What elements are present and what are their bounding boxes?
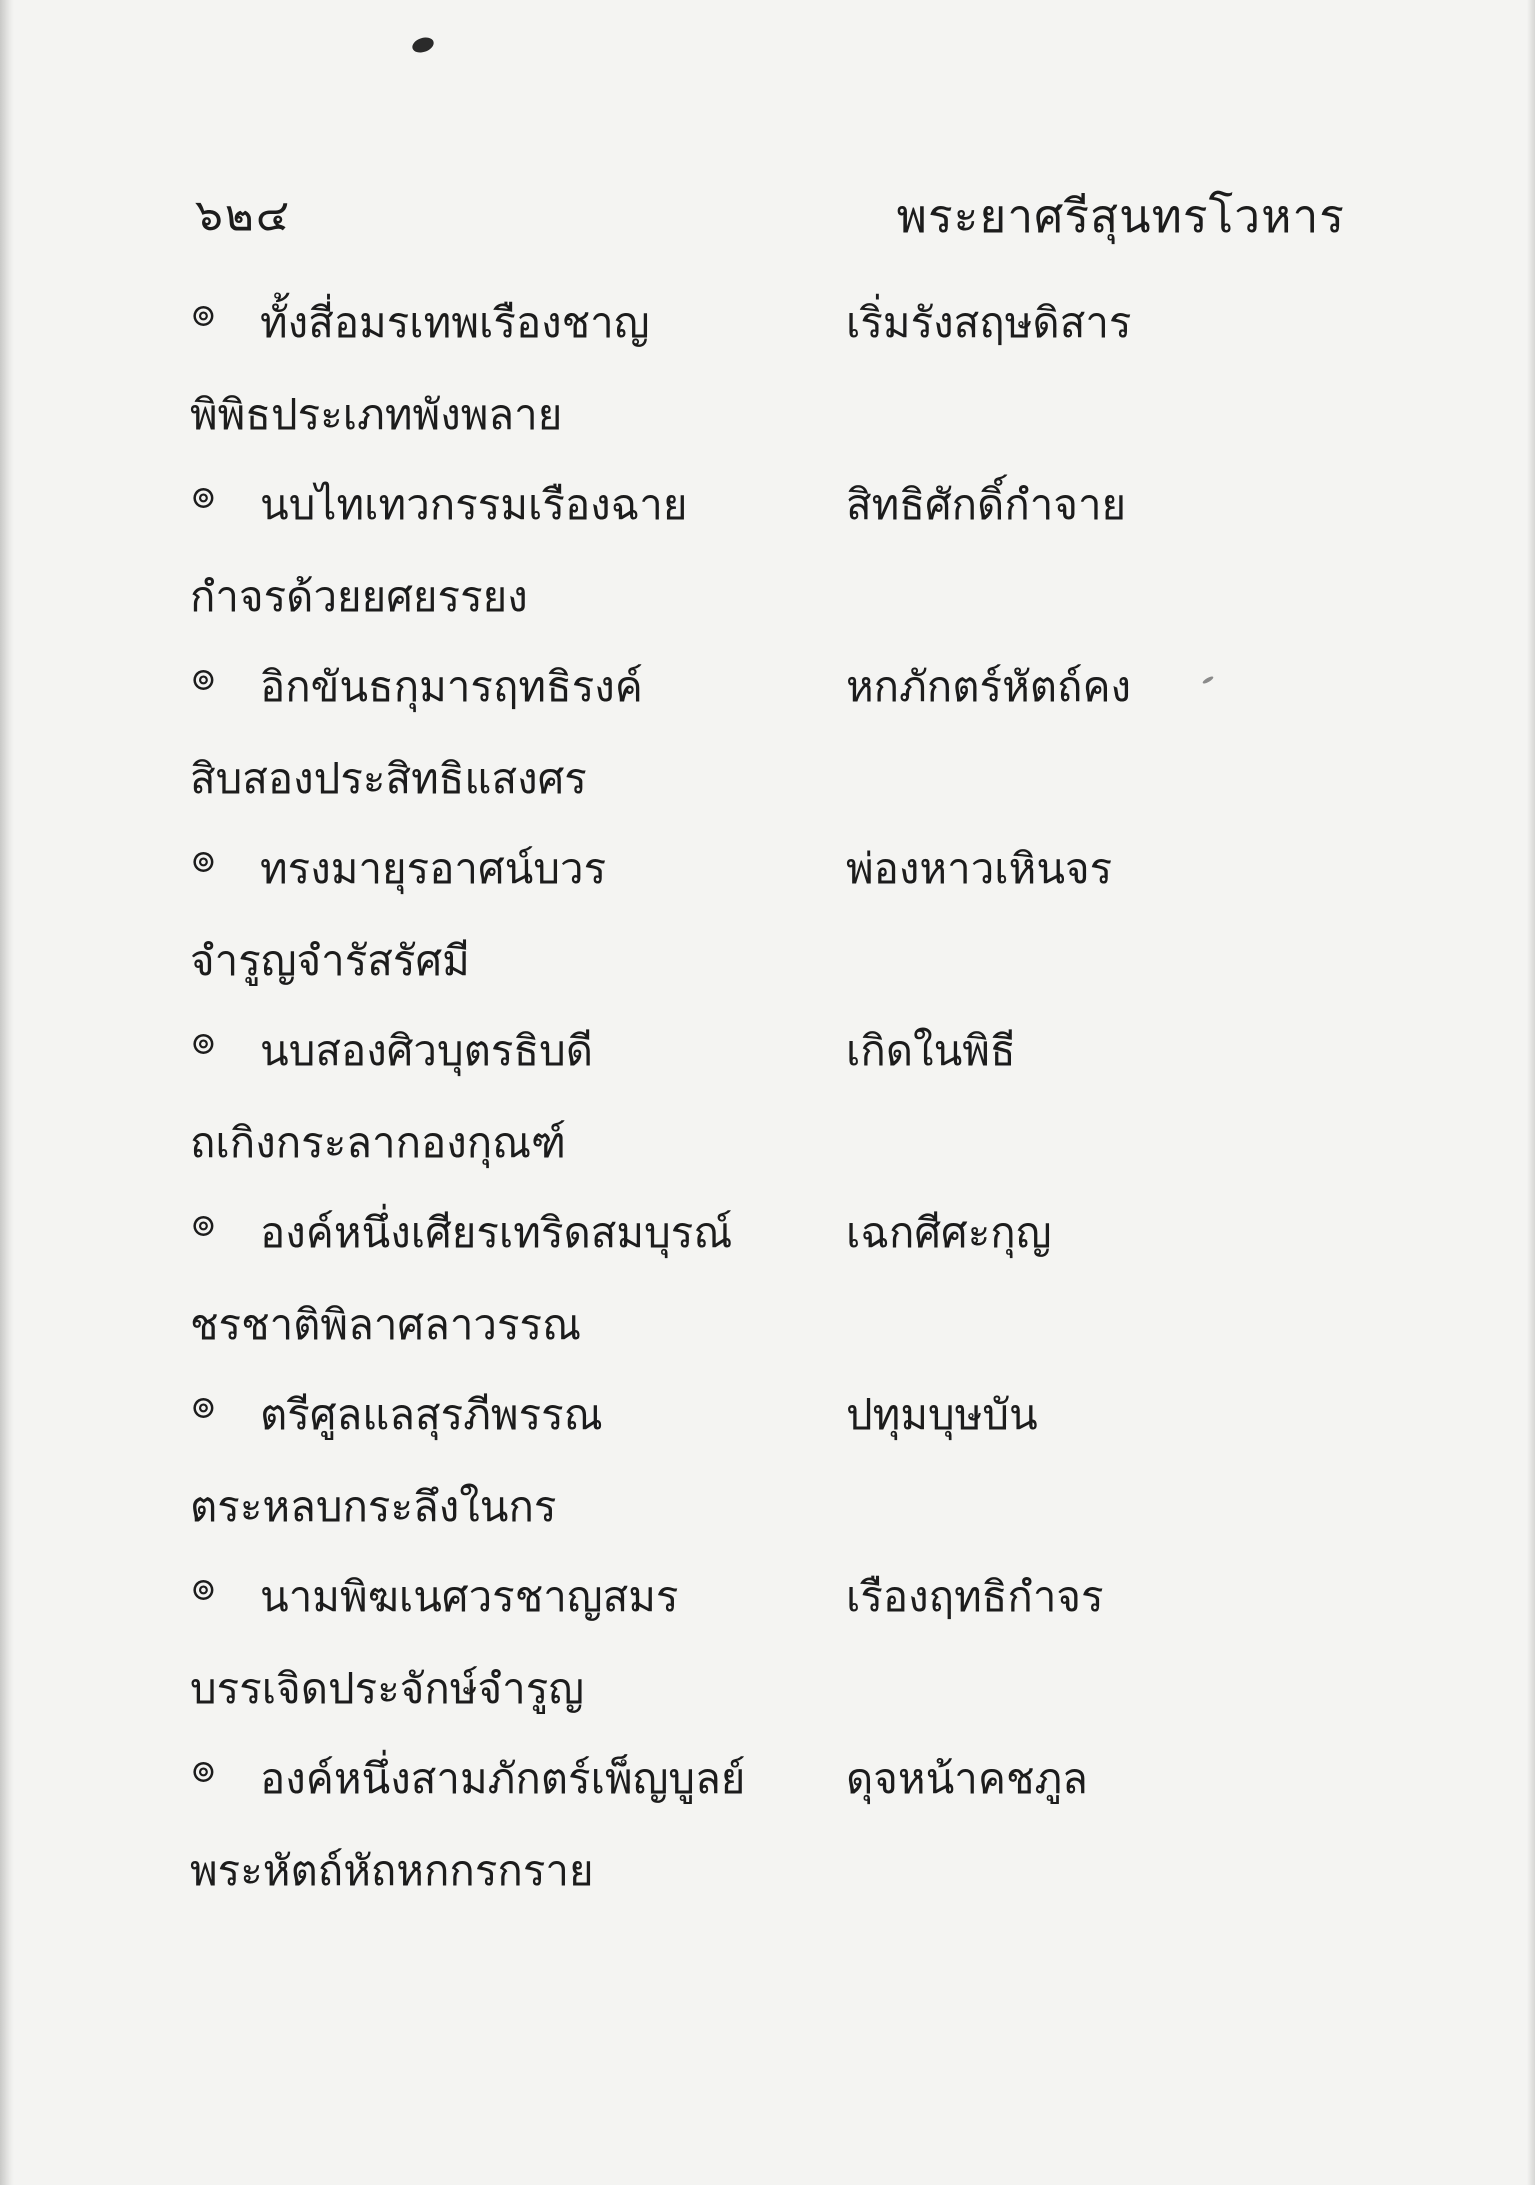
verse-second-segment: พ่องหาวเหินจร [846, 844, 1113, 893]
verse-second-segment: เริ่มรังสฤษดิสาร [846, 298, 1132, 347]
verse-stanza [0, 290, 1535, 472]
verse-stanza [0, 1200, 1535, 1382]
verse-first-line [190, 1018, 1390, 1098]
verse-first-line [190, 1564, 1390, 1644]
verse-stanza [0, 472, 1535, 654]
ink-spot [410, 35, 435, 55]
verse-second-line: บรรเจิดประจักษ์จำรูญ [190, 1664, 585, 1713]
verse-first-line [190, 1200, 1390, 1280]
verse-first-segment: อิกขันธกุมารฤทธิรงค์ [260, 662, 643, 711]
stanza-marker-icon: ⊚ [190, 1206, 217, 1244]
verse-first-segment: นามพิฆเนศวรชาญสมร [260, 1572, 679, 1621]
running-title: พระยาศรีสุนทรโวหาร [896, 189, 1345, 243]
verse-second-line: กำจรด้วยยศยรรยง [190, 572, 528, 621]
verse-stanza [0, 654, 1535, 836]
verse-first-line [190, 836, 1390, 916]
verse-second-line: พระหัตถ์หัถหกกรกราย [190, 1846, 594, 1895]
verse-list [0, 290, 1535, 1928]
stanza-marker-icon: ⊚ [190, 296, 217, 334]
verse-first-line [190, 1746, 1390, 1826]
verse-stanza [0, 1018, 1535, 1200]
verse-first-line [190, 472, 1390, 552]
verse-stanza [0, 1746, 1535, 1928]
stanza-marker-icon: ⊚ [190, 1024, 217, 1062]
verse-first-segment: องค์หนึ่งเศียรเทริดสมบุรณ์ [260, 1208, 733, 1257]
verse-second-segment: สิทธิศักดิ์กำจาย [846, 480, 1127, 529]
verse-second-segment: เฉกศีศะกุญ [846, 1208, 1052, 1257]
verse-second-segment: ดุจหน้าคชภูล [846, 1754, 1088, 1803]
verse-stanza [0, 1564, 1535, 1746]
verse-stanza [0, 1382, 1535, 1564]
verse-second-line: ตระหลบกระลึงในกร [190, 1482, 557, 1531]
verse-stanza [0, 836, 1535, 1018]
verse-second-line: ถเกิงกระลากองกุณฑ์ [190, 1118, 567, 1167]
verse-first-segment: นบสองศิวบุตรธิบดี [260, 1026, 594, 1075]
verse-first-segment: ทั้งสี่อมรเทพเรืองชาญ [260, 298, 650, 347]
verse-first-segment: ตรีศูลแลสุรภีพรรณ [260, 1390, 603, 1439]
stanza-marker-icon: ⊚ [190, 842, 217, 880]
stanza-marker-icon: ⊚ [190, 478, 217, 516]
verse-second-line: สิบสองประสิทธิแสงศร [190, 754, 587, 803]
stanza-marker-icon: ⊚ [190, 660, 217, 698]
page-number: ๖๒๔ [195, 190, 292, 241]
verse-first-line [190, 1382, 1390, 1462]
page-header [195, 180, 1345, 250]
verse-first-segment: ทรงมายุรอาศน์บวร [260, 844, 607, 893]
verse-second-segment: เกิดในพิธี [846, 1026, 1016, 1075]
verse-first-line [190, 290, 1390, 370]
verse-second-line: พิพิธประเภทพังพลาย [190, 390, 563, 439]
verse-second-segment: เรืองฤทธิกำจร [846, 1572, 1104, 1621]
stanza-marker-icon: ⊚ [190, 1752, 217, 1790]
verse-second-segment: ปทุมบุษบัน [846, 1390, 1038, 1439]
stanza-marker-icon: ⊚ [190, 1388, 217, 1426]
verse-second-line: จำรูญจำรัสรัศมี [190, 936, 470, 985]
verse-first-segment: นบไทเทวกรรมเรืองฉาย [260, 480, 688, 529]
stanza-marker-icon: ⊚ [190, 1570, 217, 1608]
verse-second-segment: หกภักตร์หัตถ์คง [846, 662, 1132, 711]
verse-first-segment: องค์หนึ่งสามภักตร์เพ็ญบูลย์ [260, 1754, 746, 1803]
verse-second-line: ชรชาติพิลาศลาวรรณ [190, 1300, 582, 1349]
verse-first-line [190, 654, 1390, 734]
